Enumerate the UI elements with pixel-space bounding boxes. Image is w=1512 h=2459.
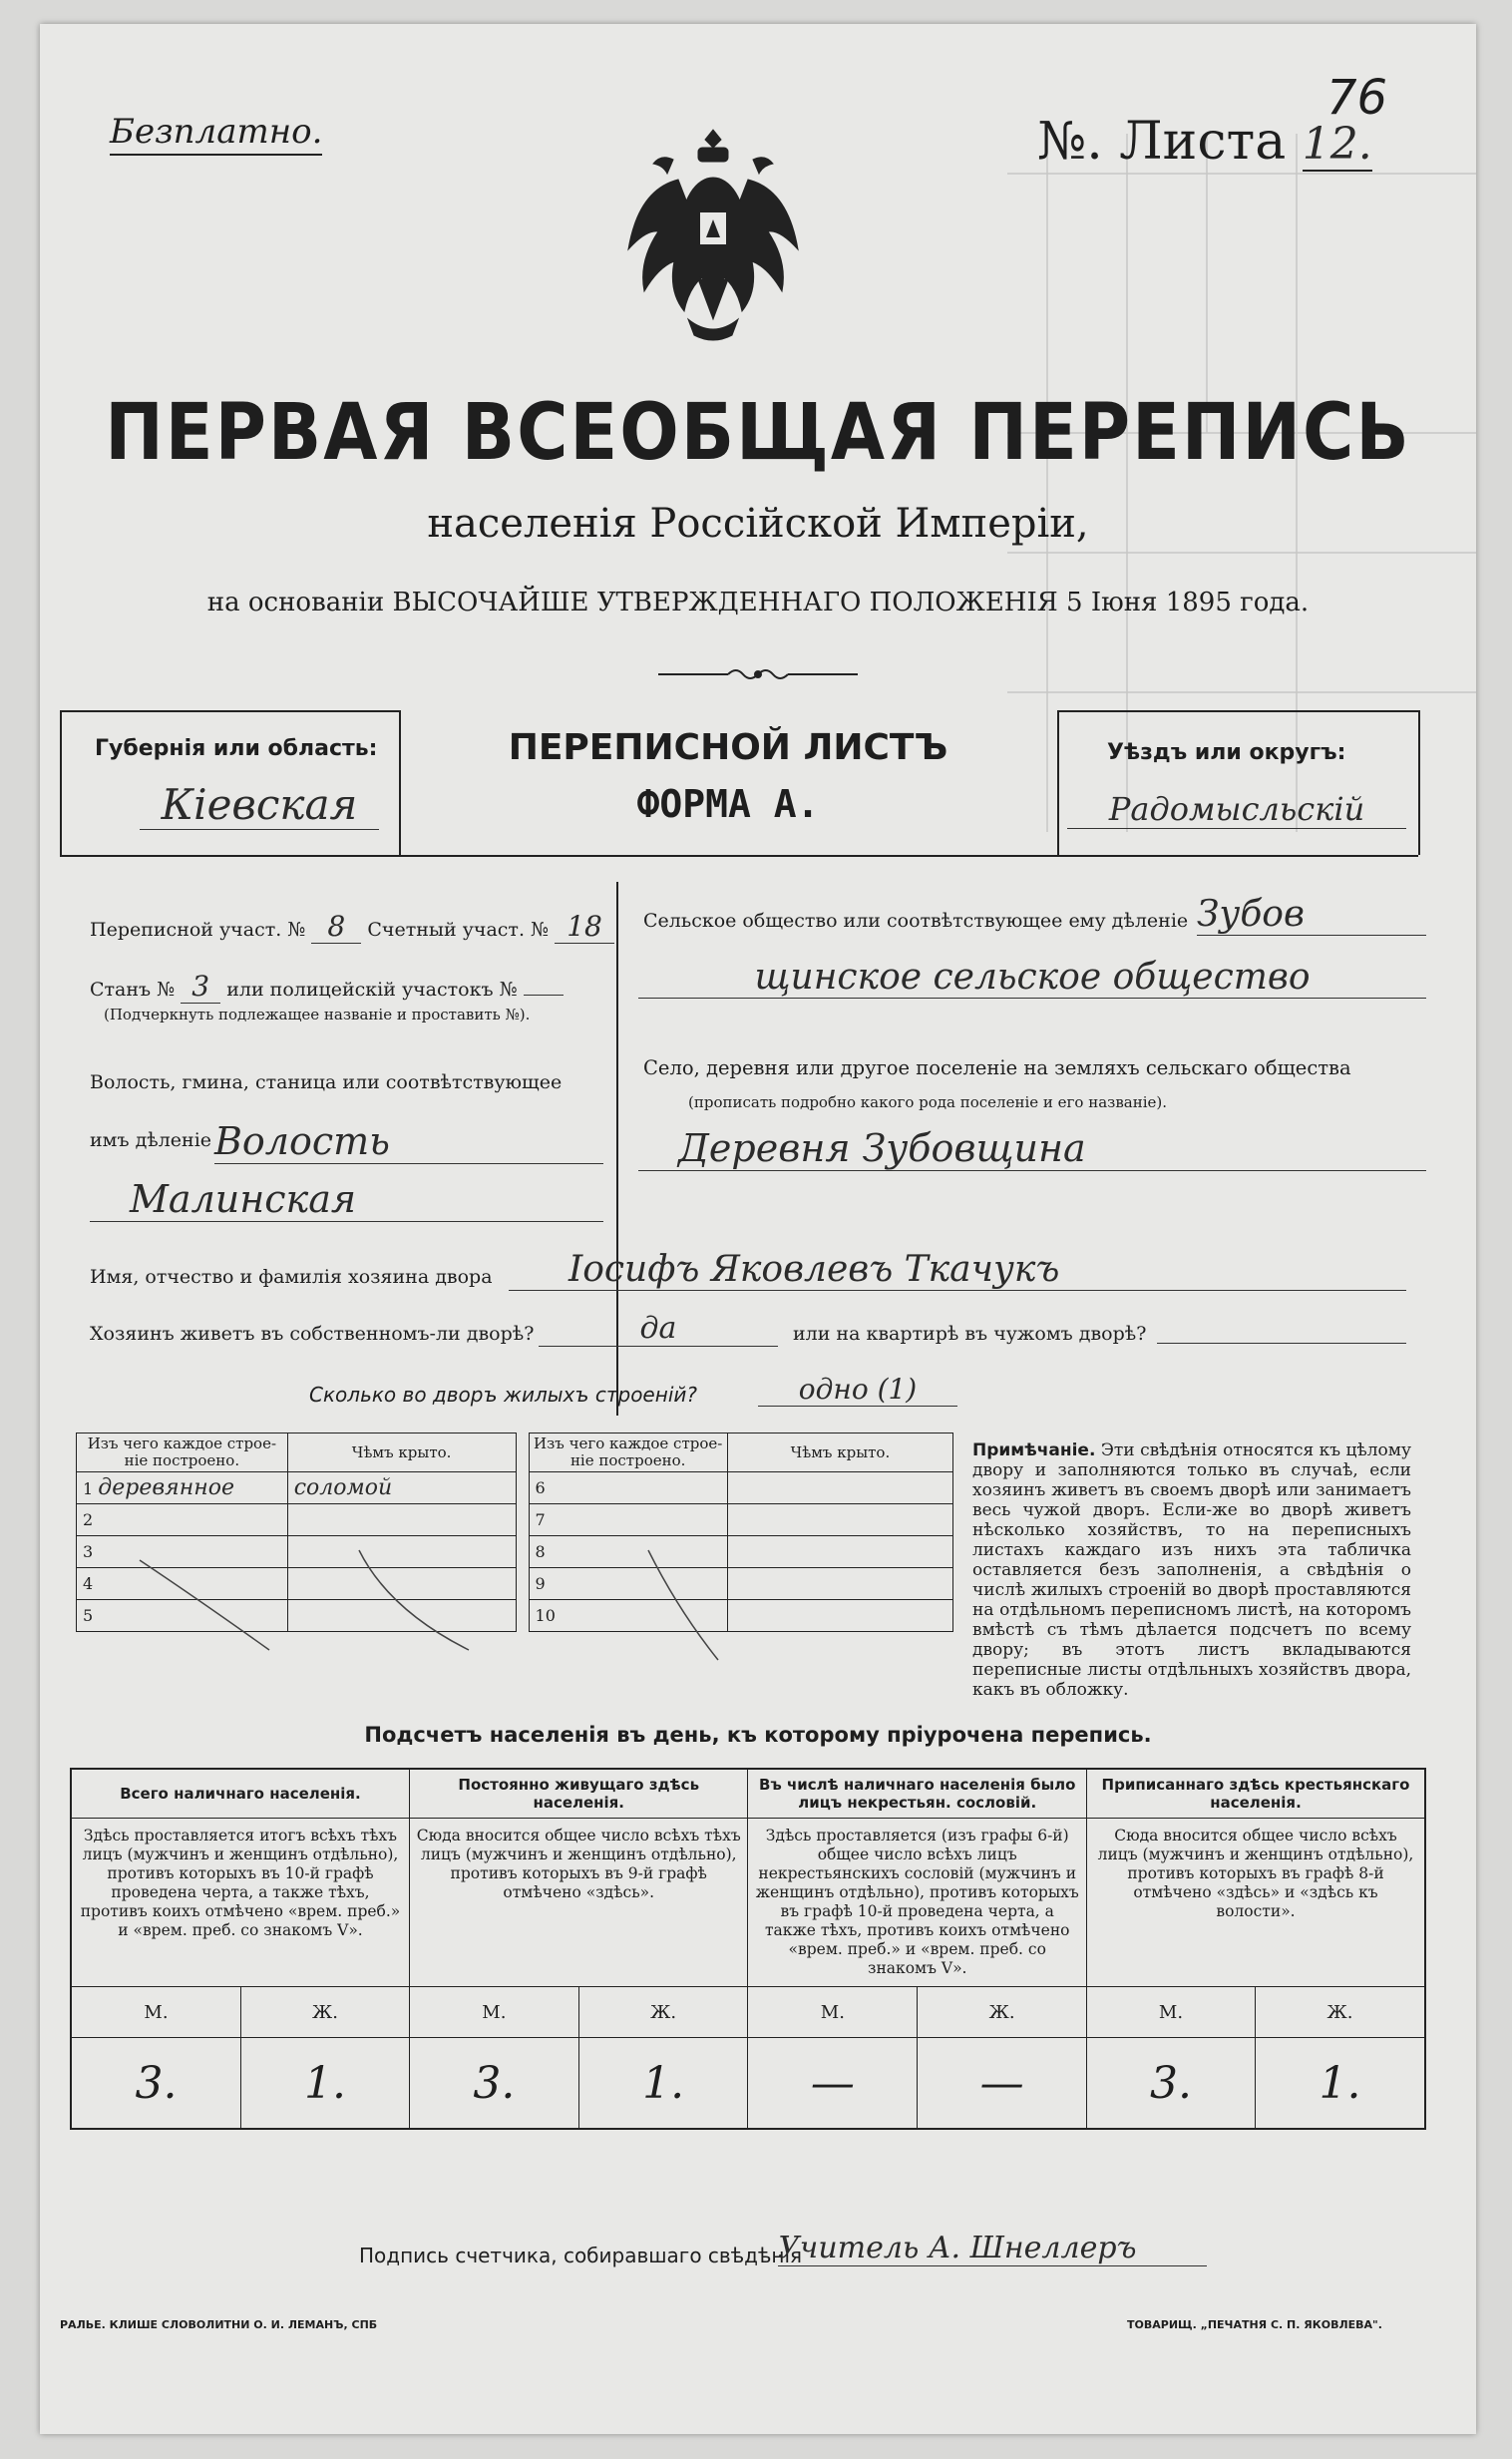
volost-label: Волость, гмина, станица или соотвѣтствующее	[90, 1071, 563, 1093]
present-population-header: Всего наличнаго населенія.	[71, 1769, 409, 1819]
census-section-field	[90, 910, 614, 944]
present-female-value: 1.	[241, 2038, 410, 2130]
roof-header-2: Чѣмъ крыто.	[727, 1434, 952, 1472]
registered-female-value: 1.	[1255, 2038, 1425, 2130]
owner-value: Іосифъ Яковлевъ Ткачукъ	[509, 1249, 1406, 1291]
female-label: Ж.	[918, 1987, 1087, 2038]
stan-field	[90, 970, 564, 1004]
bleed-through-texture	[1007, 134, 1476, 832]
census-section-label: Переписной участ. №	[90, 919, 306, 941]
population-title: Подсчетъ населенія въ день, къ которому пріурочена перепись.	[364, 1723, 1152, 1747]
material-header: Изъ чего каждое строе-ніе построено.	[77, 1434, 288, 1472]
female-label: Ж.	[1255, 1987, 1425, 2038]
legal-basis: на основаніи ВЫСОЧАЙШЕ УТВЕРЖДЕННАГО ПОЛОЖЕНІЯ 5 Іюня 1895 года.	[206, 588, 1310, 617]
male-label: М.	[1086, 1987, 1255, 2038]
rural-society-label: Сельское общество или соотвѣтствующее ему дѣленіе	[643, 910, 1189, 932]
non-peasant-desc: Здѣсь проставляется (изъ графы 6-й) общее число всѣхъ лицъ некрестьянскихъ сословій (мужчинъ и женщинъ отдѣльно), противъ которыхъ въ графѣ 10-й проведена черта, а также тѣхъ, противъ коихъ отмѣчено «врем. преб.» и «врем. преб. со знакомъ V».	[748, 1819, 1087, 1987]
rule	[60, 710, 399, 712]
province-value: Кіевская	[140, 780, 379, 830]
rural-society-value-1: Зубов	[1197, 894, 1426, 936]
rented-value	[1157, 1343, 1406, 1344]
table-row: 4 9	[77, 1568, 953, 1600]
rule	[1057, 710, 1418, 712]
footer-printer-right: ТОВАРИЩ. „ПЕЧАТНЯ С. П. ЯКОВЛЕВА".	[1127, 2318, 1382, 2331]
registered-male-value: 3.	[1086, 2038, 1255, 2130]
buildings-label: Сколько во дворъ жилыхъ строеній?	[309, 1383, 697, 1407]
province-label: Губернія или область:	[95, 736, 378, 761]
signature-value: Учитель А. Шнеллеръ	[778, 2231, 1207, 2266]
archive-page-number: 76	[1326, 70, 1388, 126]
village-note: (прописать подробно какого рода поселеніе и его названіе).	[688, 1093, 1167, 1111]
owner-label: Имя, отчество и фамилія хозяина двора	[90, 1266, 493, 1288]
page-subtitle: населенія Россійской Имперіи,	[427, 501, 1089, 547]
double-headed-eagle-icon	[618, 120, 808, 349]
roof-value: соломой	[287, 1472, 516, 1504]
male-label: М.	[71, 1987, 241, 2038]
permanent-male-value: 3.	[409, 2038, 578, 2130]
form-type: ФОРМА А.	[636, 782, 820, 826]
male-label: М.	[409, 1987, 578, 2038]
population-table	[70, 1768, 1426, 2130]
note-text: Эти свѣдѣнія относятся къ цѣлому двору и заполняются только въ случаѣ, если хозяинъ живетъ въ своемъ дворѣ или занимаетъ весь чужой дворъ. Если-же во дворѣ живетъ нѣсколько хозяйствъ, то на переписныхъ листахъ каждаго изъ нихъ эта табличка оставляется безъ заполненія, а свѣдѣнія о числѣ жилыхъ строеній во дворѣ проставляются на отдѣльномъ переписномъ листѣ, на которомъ вмѣстѣ съ тѣмъ дѣлается подсчетъ по всему двору; въ этотъ листъ вкладываются переписные листы отдѣльныхъ хозяйствъ двора, какъ въ обложку.	[972, 1440, 1412, 1700]
present-population-desc: Здѣсь проставляется итогъ всѣхъ тѣхъ лицъ (мужчинъ и женщинъ отдѣльно), противъ которыхъ въ 10-й графѣ проведена черта, а также тѣхъ, противъ коихъ отмѣчено «врем. преб.» и «врем. преб. со знакомъ V».	[71, 1819, 409, 1987]
present-male-value: 3.	[71, 2038, 241, 2130]
own-yard-value: да	[539, 1311, 778, 1347]
ornament-divider-icon	[658, 664, 858, 684]
permanent-female-value: 1.	[578, 2038, 748, 2130]
rented-label: или на квартирѣ въ чужомъ дворѣ?	[793, 1323, 1147, 1345]
non-peasant-male-value: —	[748, 2038, 918, 2130]
free-of-charge-label: Безплатно.	[110, 112, 322, 156]
registered-peasant-desc: Сюда вносится общее число всѣхъ лицъ (мужчинъ и женщинъ отдѣльно), противъ которыхъ въ графѣ 8-й отмѣчено «здѣсь» и «здѣсь къ волости».	[1086, 1819, 1425, 1987]
census-form-page	[40, 24, 1476, 2434]
rule	[60, 855, 1418, 857]
footer-printer-left: РАЛЬЕ. КЛИШЕ СЛОВОЛИТНИ О. И. ЛЕМАНЪ, СПБ	[60, 2318, 378, 2331]
district-value: Радомысльскій	[1067, 790, 1406, 829]
material-value: деревянное	[98, 1475, 234, 1500]
roof-header: Чѣмъ крыто.	[287, 1434, 516, 1472]
note-title: Примѣчаніе.	[972, 1440, 1096, 1460]
list-number	[1037, 112, 1372, 172]
strike-marks	[130, 1540, 848, 1670]
non-peasant-header: Въ числѣ наличнаго населенія было лицъ некрестьян. сословій.	[748, 1769, 1087, 1819]
rule	[60, 710, 62, 855]
village-label: Село, деревня или другое поселеніе на земляхъ сельскаго общества	[643, 1056, 1351, 1079]
male-label: М.	[748, 1987, 918, 2038]
police-section-label: или полицейскій участокъ №	[226, 979, 518, 1001]
list-number-label: №. Листа	[1037, 112, 1287, 172]
rule	[1057, 710, 1059, 855]
table-row: 2 7	[77, 1504, 953, 1536]
table-row: 3 8	[77, 1536, 953, 1568]
own-yard-label: Хозяинъ живетъ въ собственномъ-ли дворѣ?	[90, 1323, 535, 1345]
village-value: Деревня Зубовщина	[638, 1126, 1426, 1171]
rule	[1418, 710, 1420, 855]
female-label: Ж.	[241, 1987, 410, 2038]
census-section-value: 8	[311, 910, 361, 944]
table-row: 5 10	[77, 1600, 953, 1632]
count-section-value: 18	[555, 910, 614, 944]
buildings-value: одно (1)	[758, 1373, 957, 1407]
stan-value: 3	[181, 970, 220, 1004]
signature-label: Подпись счетчика, собиравшаго свѣдѣнія	[359, 2244, 803, 2267]
permanent-population-desc: Сюда вносится общее число всѣхъ тѣхъ лицъ (мужчинъ и женщинъ отдѣльно), противъ которыхъ въ 9-й графѣ отмѣчено «здѣсь».	[409, 1819, 748, 1987]
rural-society-value-2: щинское сельское общество	[638, 957, 1426, 999]
stan-note: (Подчеркнуть подлежащее названіе и проставить №).	[104, 1006, 531, 1024]
note-block	[972, 1440, 1411, 1700]
form-title: ПЕРЕПИСНОЙ ЛИСТЪ	[508, 727, 948, 768]
list-number-value: 12.	[1302, 119, 1372, 170]
non-peasant-female-value: —	[918, 2038, 1087, 2130]
district-label: Уѣздъ или округъ:	[1107, 740, 1346, 765]
count-section-label: Счетный участ. №	[367, 919, 549, 941]
stan-label: Станъ №	[90, 979, 176, 1001]
volost-label-2: имъ дѣленіе	[90, 1129, 212, 1151]
page-title: ПЕРВАЯ ВСЕОБЩАЯ ПЕРЕПИСЬ	[105, 386, 1411, 478]
volost-value-2: Малинская	[90, 1177, 603, 1222]
table-row: 1 деревянное соломой 6	[77, 1472, 953, 1504]
material-header-2: Изъ чего каждое строе-ніе построено.	[529, 1434, 727, 1472]
female-label: Ж.	[578, 1987, 748, 2038]
volost-value-1: Волость	[214, 1119, 603, 1164]
permanent-population-header: Постоянно живущаго здѣсь населенія.	[409, 1769, 748, 1819]
registered-peasant-header: Приписаннаго здѣсь крестьянскаго населенія.	[1086, 1769, 1425, 1819]
